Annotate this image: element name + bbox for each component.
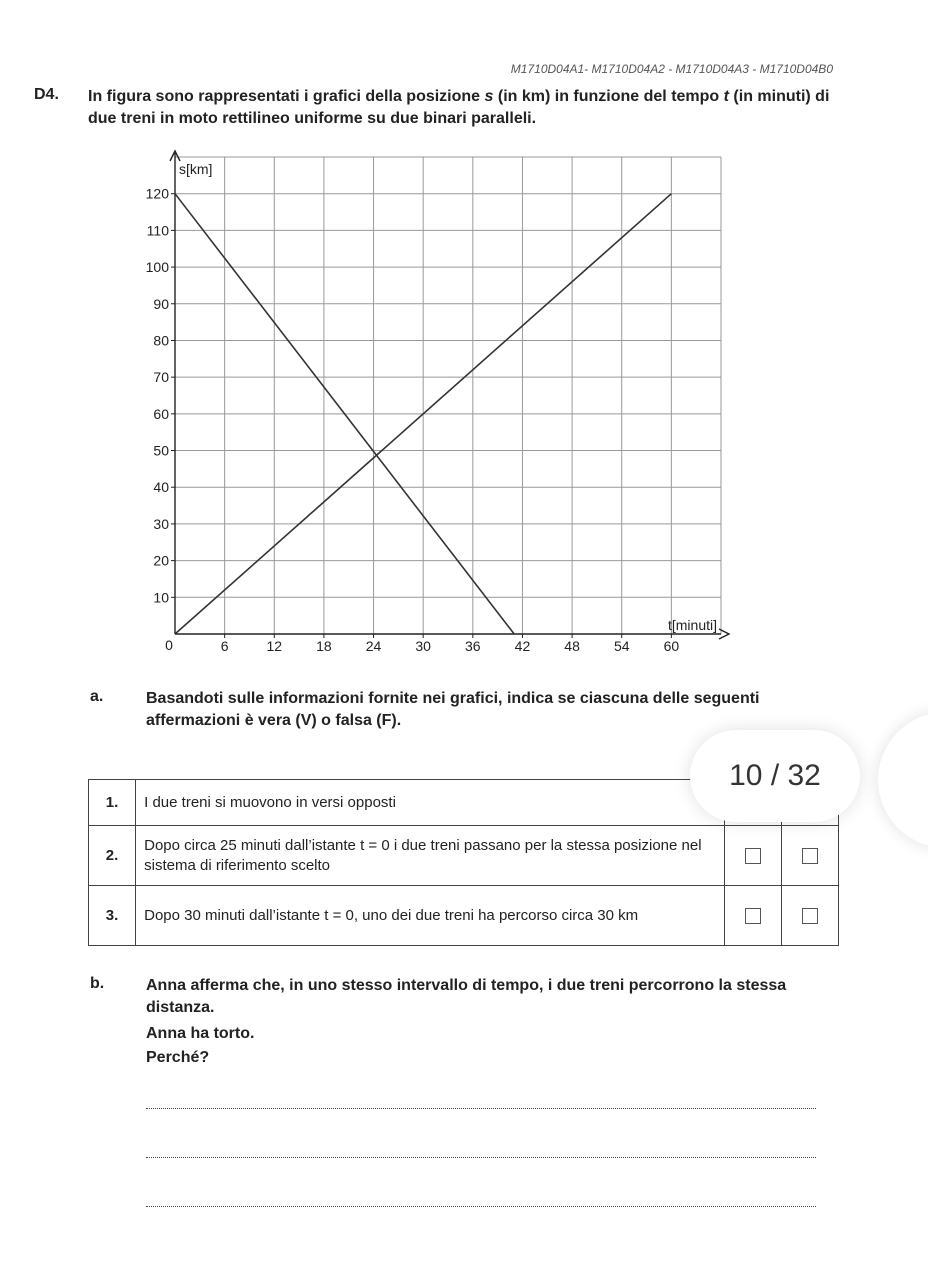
row-number: 1. [89, 780, 136, 826]
x-tick-label: 24 [365, 638, 382, 654]
question-text-part: In figura sono rappresentati i grafici della posizione [88, 88, 485, 105]
y-tick-label: 60 [153, 405, 169, 422]
false-cell[interactable] [781, 886, 838, 946]
statement-text: Dopo 30 minuti dall’istante t = 0, uno dei due treni ha percorso circa 30 km [136, 886, 725, 946]
x-tick-label: 18 [316, 638, 332, 654]
part-b-question: Perché? [146, 1049, 210, 1066]
question-number: D4. [34, 86, 59, 103]
x-tick-label: 48 [564, 638, 580, 654]
y-tick-label: 40 [153, 479, 169, 496]
side-nav-bubble[interactable] [878, 712, 928, 848]
true-cell[interactable] [724, 826, 781, 886]
checkbox-true[interactable] [745, 908, 761, 924]
answer-line-1[interactable] [146, 1108, 816, 1109]
y-tick-label: 20 [153, 552, 169, 569]
statement-text: Dopo circa 25 minuti dall’istante t = 0 i due treni passano per la stessa posizione nel sistema di riferimento scelto [136, 826, 725, 886]
x-tick-label: 6 [220, 638, 229, 654]
y-tick-label: 90 [153, 295, 169, 312]
part-b-statement: Anna afferma che, in uno stesso intervallo di tempo, i due treni percorrono la stessa distanza. [146, 977, 787, 1016]
x-tick-label: 30 [415, 638, 431, 654]
answer-line-3[interactable] [146, 1206, 816, 1207]
false-cell[interactable] [781, 826, 838, 886]
question-text-part: (in km) in funzione del tempo [493, 88, 724, 105]
part-a-letter: a. [90, 688, 104, 705]
checkbox-false[interactable] [802, 908, 818, 924]
row-number: 2. [89, 826, 136, 886]
y-tick-label: 100 [145, 259, 169, 276]
part-a-instruction: Basandoti sulle informazioni fornite nei grafici, indica se ciascuna delle seguenti affermazioni è vera (V) o falsa (F). [146, 690, 760, 729]
y-tick-label: 70 [153, 369, 169, 386]
x-tick-label: 12 [266, 638, 283, 654]
item-codes: M1710D04A1- M1710D04A2 - M1710D04A3 - M1710D04B0 [510, 62, 833, 76]
x-tick-label: 54 [613, 638, 630, 654]
variable-t: t [723, 88, 729, 105]
question-text-part: (in minuti) di due treni in moto rettilineo uniforme su due binari paralleli. [88, 88, 830, 127]
y-tick-label: 10 [153, 589, 169, 606]
part-b-letter: b. [90, 975, 105, 992]
page-counter-badge: 10 / 32 [690, 730, 860, 822]
y-tick-label: 50 [153, 442, 169, 459]
y-axis-label: s[km] [179, 161, 213, 177]
statement-text: I due treni si muovono in versi opposti [136, 780, 725, 826]
x-tick-label: 42 [514, 638, 531, 654]
x-axis-label: t[minuti] [667, 617, 717, 633]
table-row [89, 886, 839, 946]
checkbox-true[interactable] [745, 848, 761, 864]
y-tick-label: 110 [146, 222, 169, 239]
y-tick-label: 80 [153, 332, 169, 349]
row-number: 3. [89, 886, 136, 946]
origin-label: 0 [165, 637, 173, 653]
part-b-claim: Anna ha torto. [146, 1025, 255, 1042]
x-tick-label: 60 [663, 638, 680, 654]
y-tick-label: 120 [145, 185, 169, 202]
variable-s: s [484, 88, 494, 105]
table-row [89, 826, 839, 886]
x-tick-label: 36 [465, 638, 481, 654]
true-cell[interactable] [724, 886, 781, 946]
answer-line-2[interactable] [146, 1157, 816, 1158]
y-tick-label: 30 [153, 515, 169, 532]
checkbox-false[interactable] [802, 848, 818, 864]
